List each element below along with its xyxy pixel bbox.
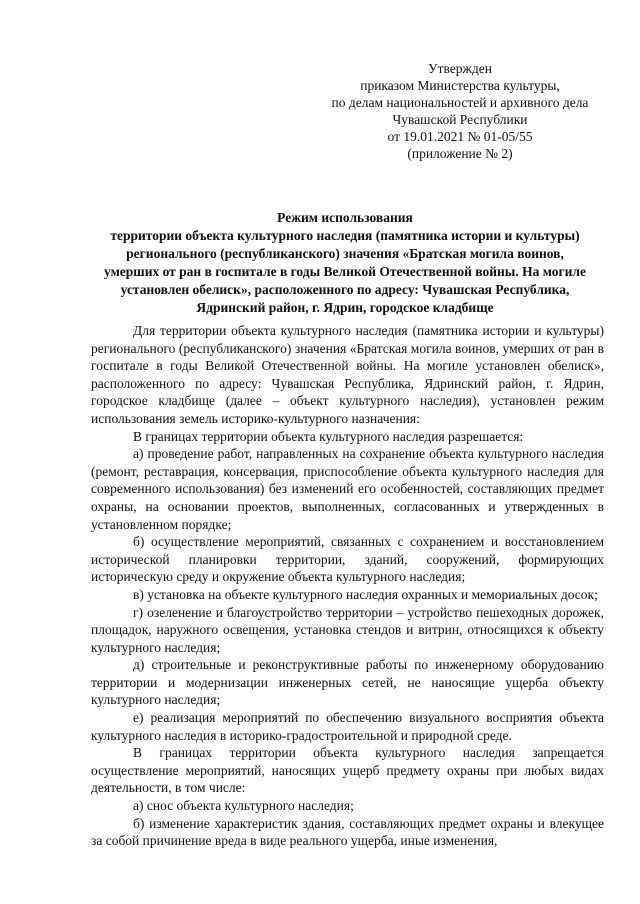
title-line: регионального (республиканского) значения «Братская могила воинов, xyxy=(126,246,564,261)
title-line: территории объекта культурного наследия (памятника истории и культуры) xyxy=(110,228,580,243)
paragraph-permitted-c: в) установка на объекте культурного наследия охранных и мемориальных досок; xyxy=(133,586,598,602)
approval-line: Утвержден xyxy=(428,61,492,76)
approval-line: Чувашской Республики xyxy=(392,112,528,127)
paragraph-permitted-e: д) строительные и реконструктивные работы по инженерному оборудованию территории и модернизации инженерных сетей, не наносящие ущерба объекту культурного наследия; xyxy=(91,657,604,708)
title-line: установлен обелиск», расположенного по адресу: Чувашская Республика, xyxy=(120,282,570,297)
document-title xyxy=(86,209,604,317)
approval-line: по делам национальностей и архивного дела xyxy=(331,95,589,110)
paragraph-permitted-a: а) проведение работ, направленных на сохранение объекта культурного наследия (ремонт, реставрация, консервация, приспособление объекта культурного наследия для современного использования) без изменений его особенностей, составляющих предмет охраны, на основании проектов, выполненных, согласованных и утвержденных в установленном порядке; xyxy=(91,446,604,532)
paragraph-permitted-f: е) реализация мероприятий по обеспечению визуального восприятия объекта культурного наследия в историко-градостроительной и природной среде. xyxy=(91,710,604,743)
title-line: умерших от ран в госпитале в годы Великой Отечественной войны. На могиле xyxy=(104,264,586,279)
approval-block xyxy=(318,60,602,162)
paragraph-permitted-d: г) озеленение и благоустройство территории – устройство пешеходных дорожек, площадок, наружного освещения, установка стендов и витрин, относящихся к объекту культурного наследия; xyxy=(91,604,604,655)
paragraph-prohibited-b: б) изменение характеристик здания, составляющих предмет охраны и влекущее за собой причинение вреда в виде реального ущерба, иные изменения, xyxy=(91,815,604,849)
title-line: Ядринский район, г. Ядрин, городское кладбище xyxy=(196,300,494,315)
title-line: Режим использования xyxy=(277,210,413,225)
paragraph-prohibited-a: а) снос объекта культурного наследия; xyxy=(133,798,354,814)
approval-line: от 19.01.2021 № 01-05/55 xyxy=(387,129,533,144)
approval-line: приказом Министерства культуры, xyxy=(360,78,560,93)
approval-line: (приложение № 2) xyxy=(407,146,513,161)
paragraph-intro: Для территории объекта культурного наследия (памятника истории и культуры) регионального (республиканского) значения «Братская могила воинов, умерших от ран в госпитале в годы Великой Отечественной войны. На могиле установлен обелиск», расположенного по адресу: Чувашская Республика, Ядринский район, г. Ядрин, городское кладбище (далее – объект культурного наследия), установлен режим использования земель историко-культурного назначения: xyxy=(91,323,604,426)
document-body xyxy=(91,322,604,850)
paragraph-prohibited-heading: В границах территории объекта культурного наследия запрещается осуществление мероприятий, наносящих ущерб предмету охраны при любых видах деятельности, в том числе: xyxy=(91,745,604,796)
paragraph-permitted-b: б) осуществление мероприятий, связанных с сохранением и восстановлением исторической планировки территории, зданий, сооружений, формирующих историческую среду и окружение объекта культурного наследия; xyxy=(91,534,604,585)
paragraph-permitted-heading: В границах территории объекта культурного наследия разрешается: xyxy=(133,428,524,444)
